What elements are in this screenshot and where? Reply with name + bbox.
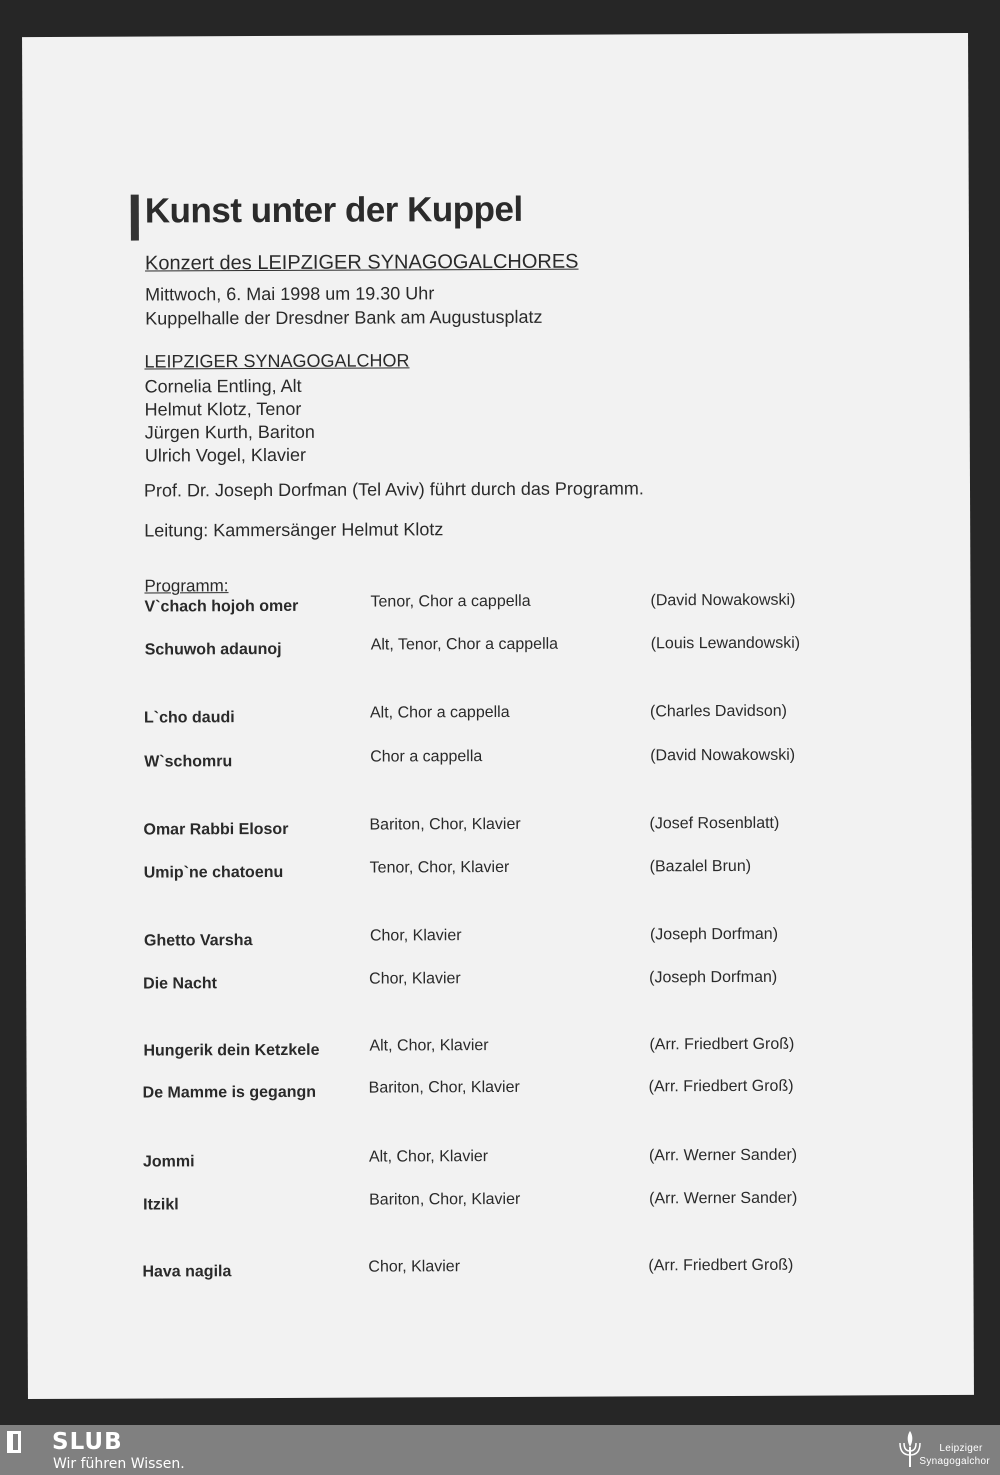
program-voices: Chor a cappella xyxy=(370,748,483,766)
program-piece: Schuwoh adaunoj xyxy=(144,640,282,659)
program-piece: L`cho daudi xyxy=(143,709,235,727)
concert-heading: Konzert des LEIPZIGER SYNAGOGALCHORES xyxy=(144,250,579,275)
program-piece: Jommi xyxy=(142,1153,195,1171)
choir-heading: LEIPZIGER SYNAGOGALCHOR xyxy=(144,350,410,372)
program-composer: (David Nowakowski) xyxy=(650,746,796,765)
program-composer: (David Nowakowski) xyxy=(650,591,796,610)
footer-bar xyxy=(0,1425,1000,1475)
program-piece: Ghetto Varsha xyxy=(143,932,253,950)
program-piece: Umip`ne chatoenu xyxy=(143,863,284,882)
program-voices: Alt, Tenor, Chor a cappella xyxy=(370,635,559,654)
partner-logo-text xyxy=(919,1442,990,1468)
program-heading: Programm: xyxy=(144,576,229,596)
program-composer: (Arr. Werner Sander) xyxy=(649,1189,798,1208)
program-composer: (Joseph Dorfman) xyxy=(649,968,778,987)
program-piece: Itzikl xyxy=(143,1196,179,1214)
performer: Cornelia Entling, Alt xyxy=(144,375,302,397)
program-voices: Bariton, Chor, Klavier xyxy=(368,1078,520,1097)
slub-brand: SLUB xyxy=(52,1429,123,1455)
performer: Helmut Klotz, Tenor xyxy=(144,398,302,420)
program-piece: Omar Rabbi Elosor xyxy=(143,820,289,839)
document-page xyxy=(22,33,974,1399)
partner-line-1: Leipziger xyxy=(939,1443,983,1454)
performer: Ulrich Vogel, Klavier xyxy=(144,444,306,466)
host-note: Prof. Dr. Joseph Dorfman (Tel Aviv) führt durch das Programm. xyxy=(143,478,644,501)
performer: Jürgen Kurth, Bariton xyxy=(144,421,315,443)
program-composer: (Bazalel Brun) xyxy=(649,857,752,876)
slub-tagline: Wir führen Wissen. xyxy=(53,1456,185,1472)
program-composer: (Arr. Friedbert Groß) xyxy=(649,1035,795,1054)
program-composer: (Josef Rosenblatt) xyxy=(649,814,780,833)
concert-venue: Kuppelhalle der Dresdner Bank am Augustusplatz xyxy=(145,306,543,329)
program-voices: Chor, Klavier xyxy=(369,970,461,988)
program-composer: (Arr. Werner Sander) xyxy=(648,1146,798,1165)
program-piece: De Mamme is gegangn xyxy=(142,1083,317,1102)
program-voices: Tenor, Chor a cappella xyxy=(370,592,531,611)
partner-line-2: Synagogalchor xyxy=(919,1456,990,1467)
program-voices: Alt, Chor, Klavier xyxy=(368,1148,489,1166)
program-piece: Hava nagila xyxy=(142,1263,232,1281)
program-composer: (Louis Lewandowski) xyxy=(650,634,801,653)
program-composer: (Arr. Friedbert Groß) xyxy=(648,1077,794,1096)
program-voices: Bariton, Chor, Klavier xyxy=(369,815,521,834)
program-voices: Alt, Chor a cappella xyxy=(369,703,510,722)
document-title: Kunst unter der Kuppel xyxy=(144,189,523,231)
direction-note: Leitung: Kammersänger Helmut Klotz xyxy=(144,519,444,541)
program-piece: W`schomru xyxy=(144,753,233,771)
program-composer: (Joseph Dorfman) xyxy=(649,925,779,944)
program-voices: Tenor, Chor, Klavier xyxy=(369,858,510,877)
program-composer: (Charles Davidson) xyxy=(649,702,787,721)
title-bar-mark xyxy=(131,195,139,241)
slub-logo-icon xyxy=(7,1431,21,1453)
program-piece: V`chach hojoh omer xyxy=(144,597,299,616)
program-voices: Alt, Chor, Klavier xyxy=(369,1037,489,1055)
program-composer: (Arr. Friedbert Groß) xyxy=(648,1256,794,1275)
program-piece: Hungerik dein Ketzkele xyxy=(143,1041,320,1060)
concert-date: Mittwoch, 6. Mai 1998 um 19.30 Uhr xyxy=(145,283,435,305)
program-voices: Bariton, Chor, Klavier xyxy=(369,1190,521,1209)
program-piece: Die Nacht xyxy=(143,975,217,993)
program-voices: Chor, Klavier xyxy=(369,927,462,945)
program-voices: Chor, Klavier xyxy=(368,1258,461,1276)
